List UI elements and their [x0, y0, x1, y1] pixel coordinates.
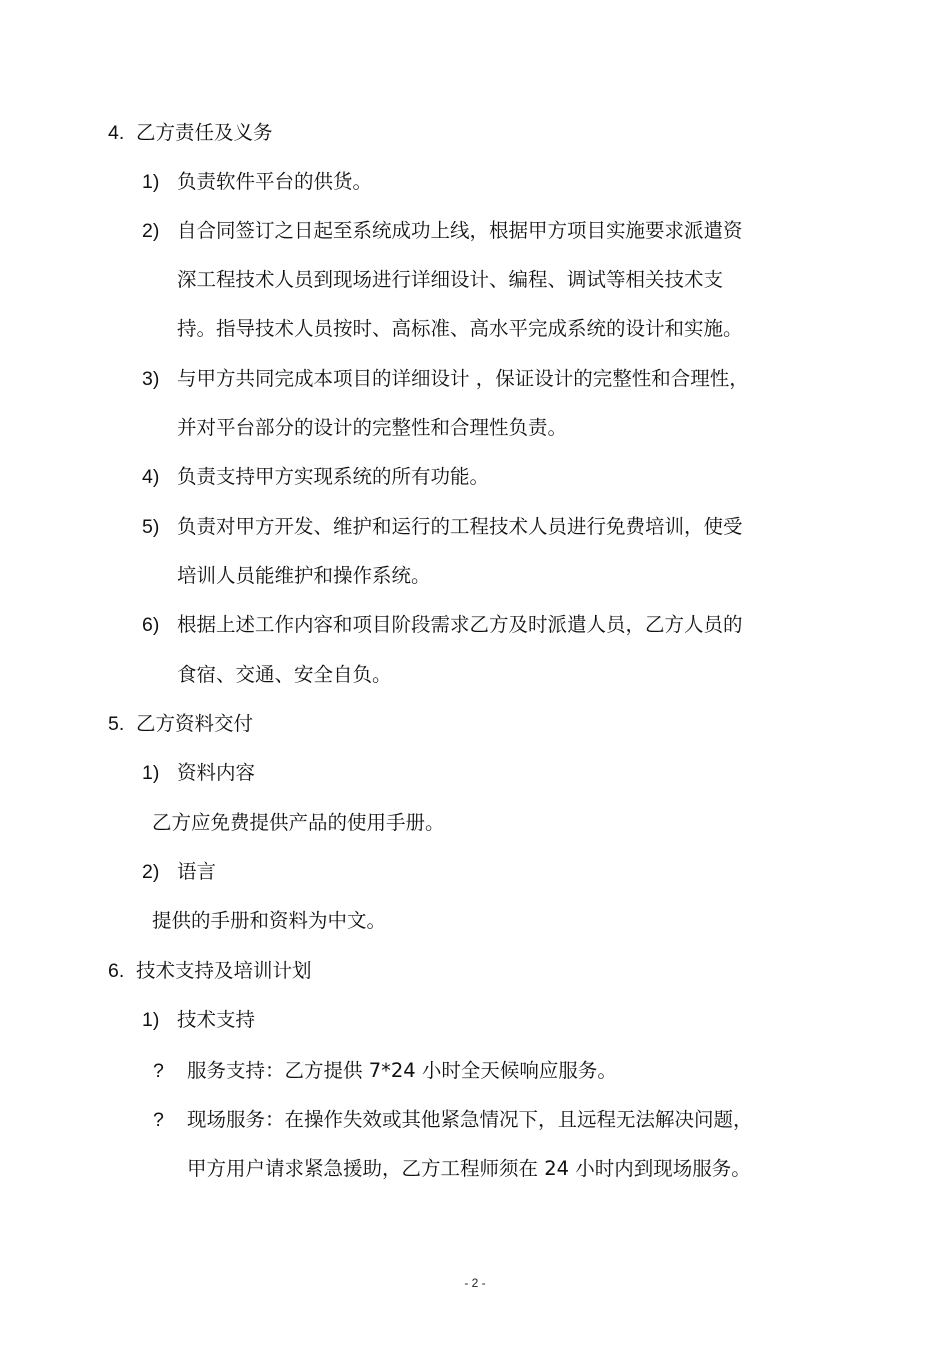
bullet-mark: ?: [153, 1060, 164, 1082]
item-number: 1): [142, 762, 160, 784]
item-number: 6): [142, 614, 160, 636]
item-text: 食宿、交通、安全自负。: [177, 663, 392, 686]
item-text: 与甲方共同完成本项目的详细设计 ，保证设计的完整性和合理性，: [177, 367, 749, 390]
item-body: 乙方应免费提供产品的使用手册。: [152, 811, 445, 834]
section-title: 技术支持及培训计划: [136, 959, 312, 982]
bullet-text: 服务支持：乙方提供 7*24 小时全天候响应服务。: [187, 1059, 617, 1082]
section-title: 乙方责任及义务: [136, 121, 273, 144]
item-text: 培训人员能维护和操作系统。: [177, 564, 431, 587]
item-text: 持。指导技术人员按时、高标准、高水平完成系统的设计和实施。: [177, 317, 743, 340]
bullet-text: 现场服务：在操作失效或其他紧急情况下，且远程无法解决问题，: [187, 1108, 753, 1131]
item-number: 1): [142, 171, 160, 193]
item-label: 技术支持: [177, 1008, 256, 1031]
section-title: 乙方资料交付: [136, 712, 254, 735]
item-body: 提供的手册和资料为中文。: [152, 909, 387, 932]
item-text: 并对平台部分的设计的完整性和合理性负责。: [177, 416, 568, 439]
item-number: 2): [142, 861, 160, 883]
item-text: 负责软件平台的供货。: [177, 170, 373, 193]
item-number: 1): [142, 1009, 160, 1031]
item-number: 2): [142, 220, 160, 242]
section-number: 4.: [108, 122, 125, 144]
item-label: 资料内容: [177, 761, 256, 784]
item-number: 3): [142, 368, 160, 390]
bullet-mark: ?: [153, 1109, 164, 1131]
item-text: 负责对甲方开发、维护和运行的工程技术人员进行免费培训，使受: [177, 515, 743, 538]
bullet-text: 甲方用户请求紧急援助，乙方工程师须在 24 小时内到现场服务。: [187, 1157, 751, 1180]
item-number: 4): [142, 466, 160, 488]
item-number: 5): [142, 516, 160, 538]
item-text: 根据上述工作内容和项目阶段需求乙方及时派遣人员，乙方人员的: [177, 613, 743, 636]
section-number: 6.: [108, 960, 125, 982]
item-text: 自合同签订之日起至系统成功上线，根据甲方项目实施要求派遣资: [177, 219, 743, 242]
page-number: - 2 -: [464, 1276, 486, 1290]
item-text: 深工程技术人员到现场进行详细设计、编程、调试等相关技术支: [177, 268, 724, 291]
item-text: 负责支持甲方实现系统的所有功能。: [177, 465, 490, 488]
item-label: 语言: [177, 860, 217, 883]
section-number: 5.: [108, 713, 125, 735]
